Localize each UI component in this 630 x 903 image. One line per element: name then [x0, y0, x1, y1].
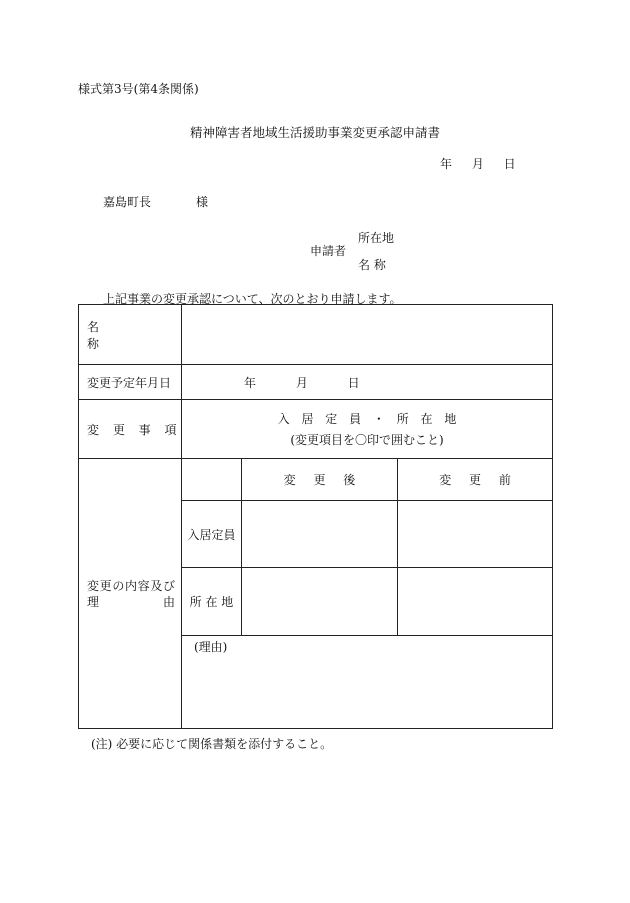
applicant-label: 申請者 [310, 244, 347, 258]
reason-field[interactable] [182, 636, 553, 729]
location-after-field[interactable] [242, 568, 398, 636]
change-date-field[interactable] [182, 365, 553, 400]
capacity-label: 入居定員 [182, 501, 242, 568]
applicant-address-label: 所在地 [358, 231, 395, 245]
form-number: 様式第3号(第4条関係) [78, 82, 199, 96]
capacity-before-field[interactable] [398, 501, 553, 568]
change-item-instruction: (変更項目を〇印で囲むこと) [290, 433, 444, 447]
name-field[interactable] [182, 305, 553, 365]
recipient: 嘉島町長 [103, 195, 152, 209]
note: (注) 必要に応じて関係書類を添付すること。 [91, 737, 333, 751]
application-table [78, 304, 553, 729]
content-label: 変更の内容及び理 由 [79, 459, 182, 729]
application-date: 年 月 日 [440, 157, 516, 171]
location-label: 所 在 地 [182, 568, 242, 636]
after-header: 変 更 後 [242, 459, 398, 501]
recipient-honorific: 様 [196, 195, 209, 209]
blank-header-cell [182, 459, 242, 501]
capacity-after-field[interactable] [242, 501, 398, 568]
change-date-value: 年 月 日 [244, 375, 360, 390]
name-row-label: 名 称 [79, 305, 182, 365]
reason-label: (理由) [194, 640, 228, 654]
intro-text: 上記事業の変更承認について、次のとおり申請します。 [103, 292, 402, 306]
change-item-field[interactable] [182, 400, 553, 459]
change-date-label: 変更予定年月日 [79, 365, 182, 400]
before-header: 変 更 前 [398, 459, 553, 501]
applicant-name-label: 名 称 [358, 258, 386, 272]
document-title: 精神障害者地域生活援助事業変更承認申請書 [189, 125, 440, 140]
change-item-label: 変 更 事 項 [79, 400, 182, 459]
change-item-options: 入 居 定 員 ・ 所 在 地 [277, 412, 457, 426]
location-before-field[interactable] [398, 568, 553, 636]
